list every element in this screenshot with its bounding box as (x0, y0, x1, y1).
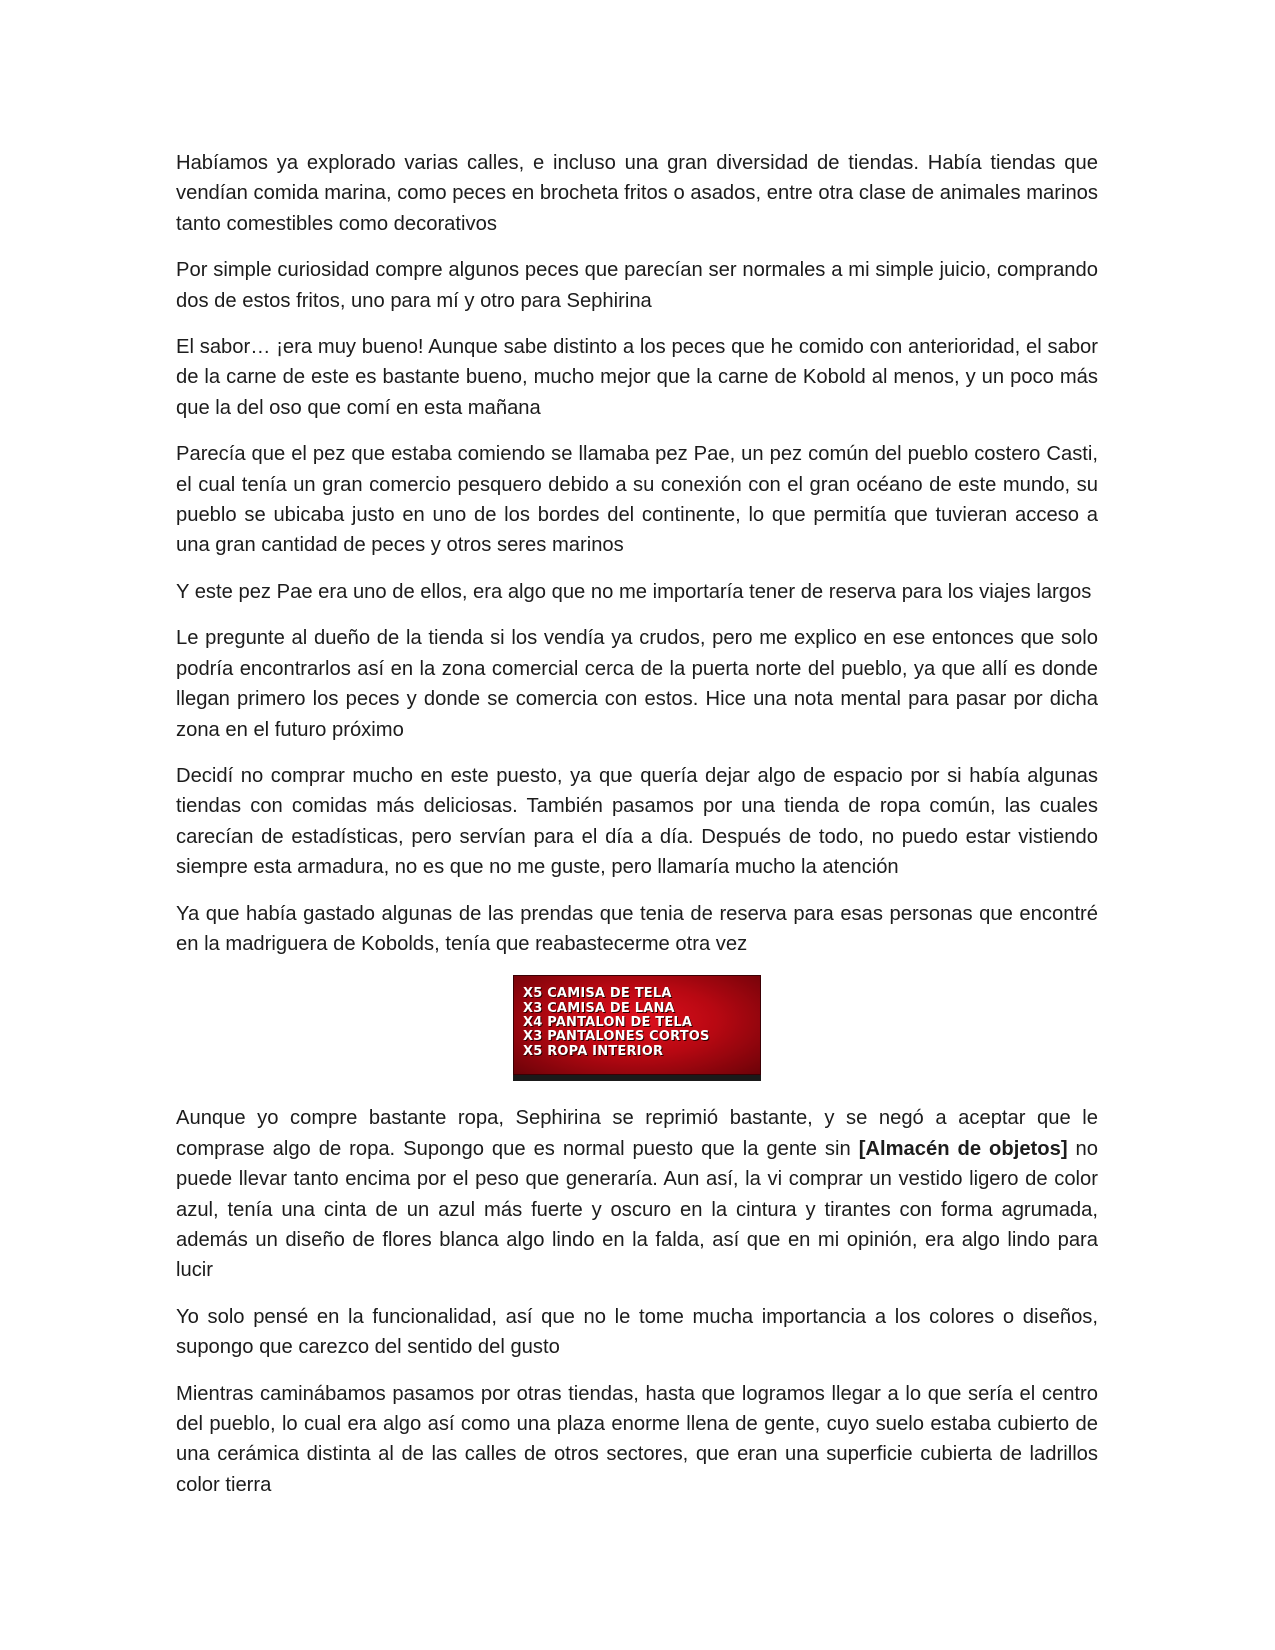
paragraph-with-bold (176, 1103, 1098, 1285)
paragraph: Mientras caminábamos pasamos por otras tiendas, hasta que logramos llegar a lo que sería el centro del pueblo, lo cual era algo así como una plaza enorme llena de gente, cuyo suelo estaba cubierto de una cerámica distinta al de las calles de otros sectores, que eran una superficie cubierta de ladrillos color tierra (176, 1382, 1098, 1496)
paragraph: Ya que había gastado algunas de las prendas que tenia de reserva para esas personas que encontré en la madriguera de Kobolds, tenía que reabastecerme otra vez (176, 902, 1098, 955)
item-list (523, 987, 710, 1058)
document-page (176, 148, 1098, 1516)
paragraph: Y este pez Pae era uno de ellos, era algo que no me importaría tener de reserva para los viajes largos (176, 580, 1092, 603)
item-line: X4 PANTALON DE TELA (523, 1014, 693, 1030)
paragraph: Por simple curiosidad compre algunos peces que parecían ser normales a mi simple juicio, comprando dos de estos fritos, uno para mí y otro para Sephirina (176, 259, 1098, 312)
bold-term: [Almacén de objetos] (858, 1137, 1068, 1160)
item-line: X3 PANTALONES CORTOS (523, 1029, 710, 1045)
text-segment: Aunque yo compre bastante ropa, Sephirina se reprimió bastante, y se negó a aceptar que le comprase algo de ropa. Supongo que es normal puesto que la gente sin (176, 1107, 1098, 1160)
text-segment: no puede llevar tanto encima por el peso que generaría. Aun así, la vi comprar un vestido ligero de color azul, tenía una cinta de un azul más fuerte y oscuro en la cintura y tirantes con forma agrumada, además un diseño de flores blanca algo lindo en la falda, así que en mi opinión, era algo lindo para lucir (176, 1137, 1098, 1282)
paragraph: Le pregunte al dueño de la tienda si los vendía ya crudos, pero me explico en ese entonces que solo podría encontrarlos así en la zona comercial cerca de la puerta norte del pueblo, ya que allí es donde llegan primero los peces y donde se comercia con estos. Hice una nota mental para pasar por dicha zona en el futuro próximo (176, 627, 1098, 741)
paragraph: Parecía que el pez que estaba comiendo se llamaba pez Pae, un pez común del pueblo costero Casti, el cual tenía un gran comercio pesquero debido a su conexión con el gran océano de este mundo, su pueblo se ubicaba justo en uno de los bordes del continente, lo que permitía que tuvieran acceso a una gran cantidad de peces y otros seres marinos (176, 443, 1098, 557)
paragraph: Habíamos ya explorado varias calles, e incluso una gran diversidad de tiendas. Había tiendas que vendían comida marina, como peces en brocheta fritos o asados, entre otra clase de animales marinos tanto comestibles como decorativos (176, 152, 1098, 235)
paragraph: Decidí no comprar mucho en este puesto, ya que quería dejar algo de espacio por si había algunas tiendas con comidas más deliciosas. También pasamos por una tienda de ropa común, las cuales carecían de estadísticas, pero servían para el día a día. Después de todo, no puedo estar vistiendo siempre esta armadura, no es que no me guste, pero llamaría mucho la atención (176, 764, 1098, 879)
paragraph: El sabor… ¡era muy bueno! Aunque sabe distinto a los peces que he comido con anterioridad, el sabor de la carne de este es bastante bueno, mucho mejor que la carne de Kobold al menos, y un poco más que la del oso que comí en esta mañana (176, 336, 1098, 419)
item-line: X5 ROPA INTERIOR (523, 1043, 664, 1059)
paragraph: Yo solo pensé en la funcionalidad, así que no le tome mucha importancia a los colores o diseños, supongo que carezco del sentido del gusto (176, 1305, 1098, 1359)
item-line: X3 CAMISA DE LANA (523, 1000, 675, 1016)
item-line: X5 CAMISA DE TELA (523, 986, 672, 1002)
item-list-box (513, 975, 761, 1081)
